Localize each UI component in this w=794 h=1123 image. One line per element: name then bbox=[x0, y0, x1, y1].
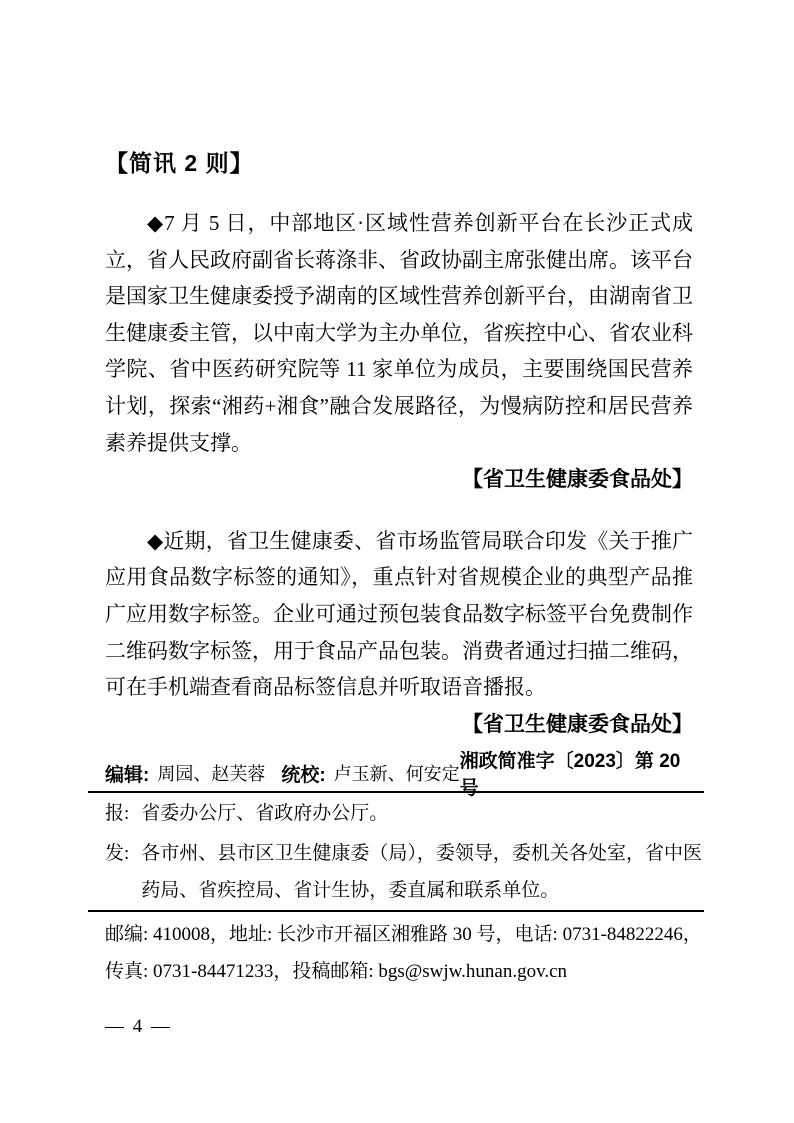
report-label: 报: bbox=[105, 803, 130, 824]
editors-names: 周园、赵芙蓉 bbox=[157, 764, 266, 784]
report-recipients: 省委办公厅、省政府办公厅。 bbox=[141, 803, 389, 824]
article-2-attribution: 【省卫生健康委食品处】 bbox=[462, 711, 693, 736]
proofread-names: 卢玉新、何安定 bbox=[333, 764, 460, 784]
article-2-body: ◆近期，省卫生健康委、省市场监管局联合印发《关于推广应用食品数字标签的通知》，重点针对省规模企业的典型产品推广应用数字标签。企业可通过预包装食品数字标签平台免费制作二维码数字标签，用于食品产品包装。消费者通过扫描二维码，可在手机端查看商品标签信息并听取语音播报。 bbox=[105, 528, 693, 700]
document-body bbox=[105, 147, 693, 767]
contact-line-2: 传真: 0731-84471233，投稿邮箱: bgs@swjw.hunan.gov.cn bbox=[105, 961, 568, 982]
page-number: — 4 — bbox=[105, 1016, 172, 1037]
distribute-line bbox=[88, 835, 704, 910]
distribute-recipients: 各市州、县市区卫生健康委（局），委领导，委机关各处室，省中医药局、省疾控局、省计生协，委直属和联系单位。 bbox=[141, 842, 702, 901]
article-1-attribution: 【省卫生健康委食品处】 bbox=[462, 467, 693, 492]
contact-line-1: 邮编: 410008，地址: 长沙市开福区湘雅路 30 号，电话: 0731-84822246， bbox=[105, 923, 702, 945]
editors-label: 编辑: bbox=[105, 764, 150, 786]
divider-rule-bottom bbox=[88, 910, 704, 912]
colophon bbox=[88, 751, 704, 991]
issue-number: 湘政简准字〔2023〕第 20 号 bbox=[459, 751, 681, 799]
report-line bbox=[88, 795, 704, 833]
distribute-label: 发: bbox=[105, 842, 130, 864]
section-title: 【简讯 2 则】 bbox=[105, 150, 254, 176]
credits-row bbox=[88, 751, 704, 799]
proofread-label: 统校: bbox=[281, 764, 326, 786]
article-1-body: ◆7 月 5 日，中部地区·区域性营养创新平台在长沙正式成立，省人民政府副省长蒋涤非、省政协副主席张健出席。该平台是国家卫生健康委授予湖南的区域性营养创新平台，由湖南省卫生健康委主管，以中南大学为主办单位，省疾控中心、省农业科学院、省中医药研究院等 11 家单位为成员，主要围绕国民营养计划，探索“湘药+湘食”融合发展路径，为慢病防控和居民营养素养提供支撑。 bbox=[105, 211, 693, 455]
